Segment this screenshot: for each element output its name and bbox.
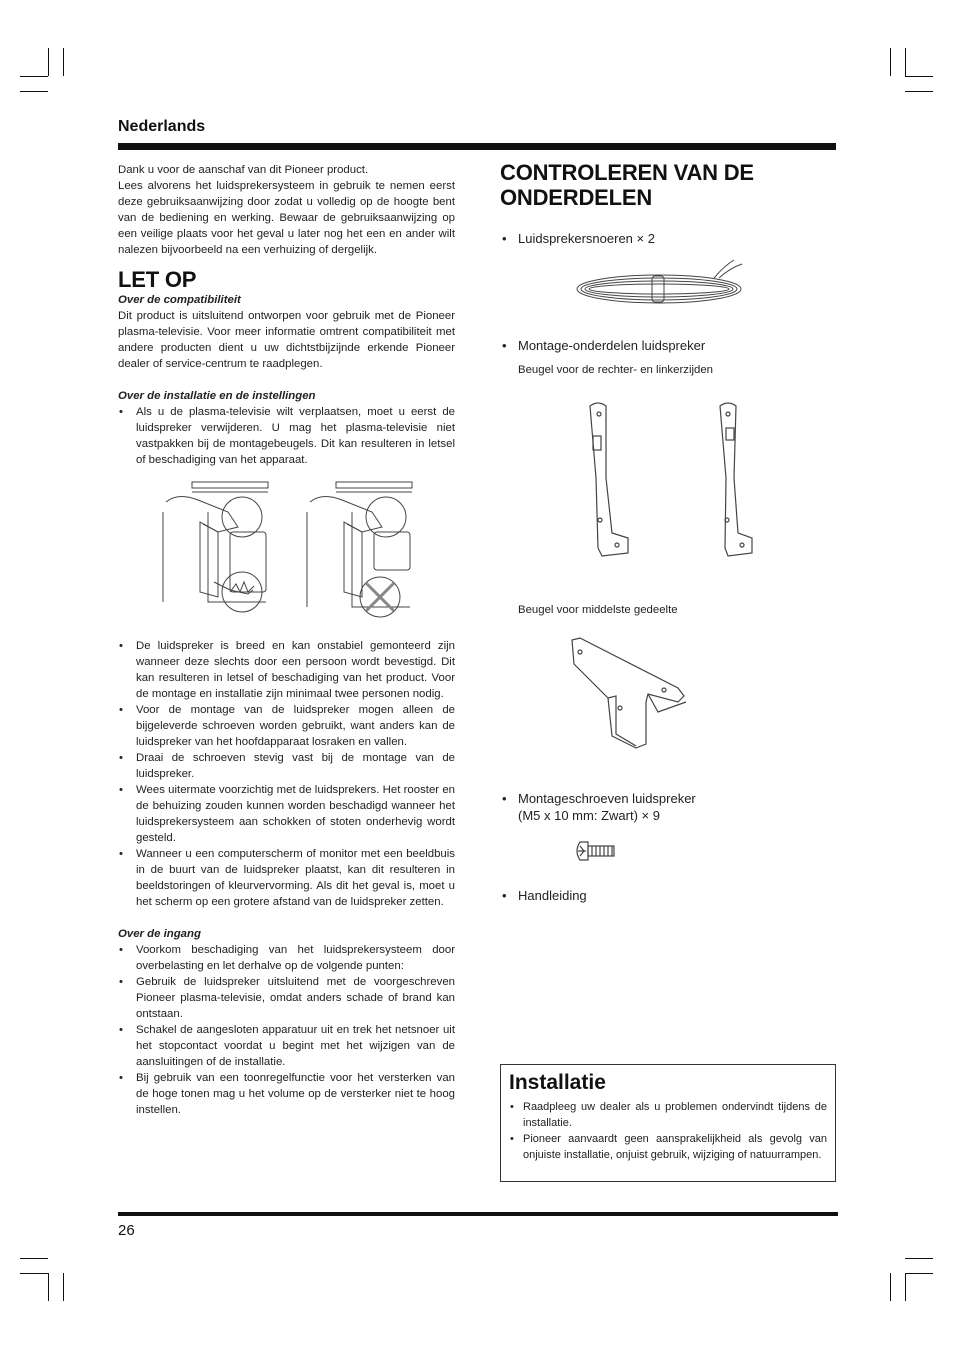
list-item: • Voorkom beschadiging van het luidsprekersysteem door overbelasting en let derhalve op de volgende punten: xyxy=(118,942,455,974)
side-brackets-icon xyxy=(580,398,770,563)
crop-mark xyxy=(48,48,49,76)
item-mounting: • Montage-onderdelen luidspreker xyxy=(500,337,818,354)
install-list xyxy=(118,638,455,910)
bottom-rule xyxy=(118,1212,838,1216)
installatie-list xyxy=(509,1099,827,1163)
compat-text: Dit product is uitsluitend ontworpen voor gebruik met de Pioneer plasma-televisie. Voor meer informatie omtrent compatibiliteit met andere producten dient u uw dichtstbijzijnde erkende Pioneer dealer of service-centrum te raadplegen. xyxy=(118,310,455,370)
parts-title-line1: CONTROLEREN VAN DE xyxy=(500,160,754,185)
crop-mark xyxy=(63,48,64,76)
crop-mark xyxy=(905,1273,933,1274)
crop-mark xyxy=(20,1258,48,1259)
crop-mark xyxy=(20,1273,48,1274)
list-item: • Wees uitermate voorzichtig met de luidsprekers. Het rooster en de behuizing zouden kunnen worden beschadigd wanneer het luidsprekersysteem aan schokken of stoten onderhevig wordt gesteld. xyxy=(118,782,455,846)
list-item: • Bij gebruik van een toonregelfunctie voor het versterken van de hoge tonen mag u het volume op de versterker niet te hoog instellen. xyxy=(118,1070,455,1118)
caution-title: LET OP xyxy=(118,267,197,292)
crop-mark xyxy=(905,48,906,76)
parts-title-line2: ONDERDELEN xyxy=(500,185,653,210)
list-item: • Gebruik de luidspreker uitsluitend met de voorgeschreven Pioneer plasma-televisie, omdat anders schade of brand kan ontstaan. xyxy=(118,974,455,1022)
list-item: • Voor de montage van de luidspreker mogen alleen de bijgeleverde schroeven worden gebruikt, want anders kan de luidspreker van het hoofdapparaat losraken en vallen. xyxy=(118,702,455,750)
list-item: • Draai de schroeven stevig vast bij de montage van de luidspreker. xyxy=(118,750,455,782)
crop-mark xyxy=(890,1273,891,1301)
input-heading: Over de ingang xyxy=(118,928,201,940)
crop-mark xyxy=(20,91,48,92)
right-column xyxy=(500,160,836,1060)
page-number: 26 xyxy=(118,1222,135,1239)
list-item: • Schakel de aangesloten apparatuur uit en trek het netsnoer uit het stopcontact voordat u begint met het wijzigen van de aansluitingen of de installatie. xyxy=(118,1022,455,1070)
item-cables: • Luidsprekersnoeren × 2 xyxy=(500,230,818,247)
handling-illustration xyxy=(118,472,455,632)
crop-mark xyxy=(905,76,933,77)
crop-mark xyxy=(63,1273,64,1301)
intro-paragraph: Lees alvorens het luidsprekersysteem in gebruik te nemen eerst deze gebruiksaanwijzing door zodat u volledig op de hoogte bent van de bediening en werking. Bewaar de gebruiksaanwijzing op een veilige plaats voor het geval u later nog het een en ander wilt nalezen bijvoorbeeld na een verhuizing of dergelijk. xyxy=(118,180,455,256)
crop-mark xyxy=(905,91,933,92)
center-bracket-caption: Beugel voor middelste gedeelte xyxy=(518,604,678,616)
crop-mark xyxy=(48,1273,49,1301)
install-heading: Over de installatie en de instellingen xyxy=(118,390,316,402)
list-item: • Wanneer u een computerscherm of monitor met een beeldbuis in de buurt van de luidspreker plaatst, kan dit resulteren in beeldstoringen of kleurvervorming. Als dit het geval is, moet u het scherm op een grotere afstand van de luidspreker zetten. xyxy=(118,846,455,910)
parts-title xyxy=(500,160,836,210)
list-item: • Als u de plasma-televisie wilt verplaatsen, moet u eerst de luidspreker verwijderen. U mag het plasma-televisie niet vastpakken bij de montagebeugels. Dit kan resulteren in letsel of beschadiging van het apparaat. xyxy=(118,404,455,468)
item-manual: • Handleiding xyxy=(500,887,818,904)
installatie-box xyxy=(500,1064,836,1182)
installatie-title: Installatie xyxy=(509,1071,606,1094)
left-column xyxy=(118,162,455,1118)
screws-line2: (M5 x 10 mm: Zwart) × 9 xyxy=(518,808,660,823)
compat-heading: Over de compatibiliteit xyxy=(118,294,241,306)
item-screws xyxy=(500,790,818,824)
side-brackets-caption: Beugel voor de rechter- en linkerzijden xyxy=(518,364,714,376)
center-bracket-icon xyxy=(568,636,698,756)
list-item: • Pioneer aanvaardt geen aansprakelijkheid als gevolg van onjuiste installatie, onjuist gebruik, wijziging of natuurrampen. xyxy=(509,1131,827,1163)
list-item: • De luidspreker is breed en kan onstabiel gemonteerd zijn wanneer deze slechts door een persoon wordt bevestigd. Dit kan resulteren in letsel of beschadiging van het product. Voor de montage en installatie zijn minimaal twee personen nodig. xyxy=(118,638,455,702)
top-rule xyxy=(118,143,836,150)
crop-mark xyxy=(890,48,891,76)
list-item: • Raadpleeg uw dealer als u problemen ondervindt tijdens de installatie. xyxy=(509,1099,827,1131)
screw-icon xyxy=(574,838,624,868)
language-label: Nederlands xyxy=(118,118,206,135)
crop-mark xyxy=(905,1258,933,1259)
input-list xyxy=(118,942,455,1118)
crop-mark xyxy=(905,1273,906,1301)
screws-line1: Montageschroeven luidspreker xyxy=(518,791,696,806)
cable-icon xyxy=(574,256,754,316)
crop-mark xyxy=(20,76,48,77)
intro-thanks: Dank u voor de aanschaf van dit Pioneer product. xyxy=(118,164,369,176)
install-list-first xyxy=(118,404,455,468)
